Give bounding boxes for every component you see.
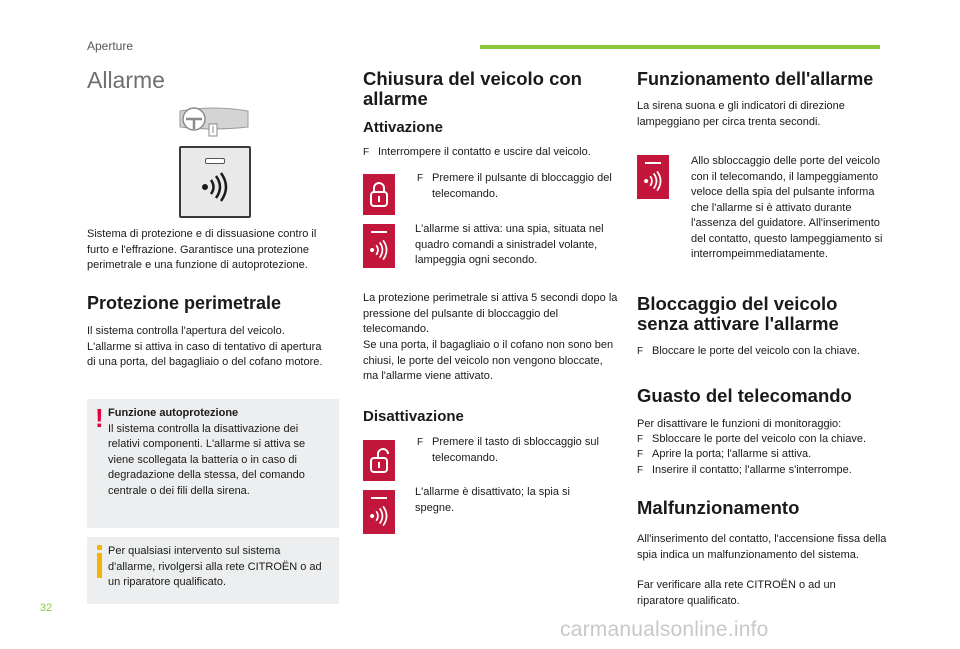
- bullet-marker: F: [417, 173, 424, 184]
- info-icon: [97, 545, 102, 578]
- lock-without-alarm-bullet-1-text: Bloccare le porte del veicolo con la chiave.: [652, 345, 860, 357]
- activation-bullet-1-text: Interrompere il contatto e uscire dal veicolo.: [378, 146, 591, 158]
- remote-fault-bullet-1: [637, 432, 892, 448]
- padlock-open-icon: [369, 446, 389, 474]
- section-label: Aperture: [87, 39, 134, 53]
- activation-heading: Attivazione: [363, 119, 444, 136]
- deactivation-text-1: L'allarme è disattivato; la spia si spegne.: [415, 486, 570, 514]
- remote-fault-bullet-2-text: Aprire la porta; l'allarme si attiva.: [652, 448, 812, 460]
- locking-with-alarm-heading: Chiusura del veicolo con allarme: [363, 68, 582, 109]
- perimeter-heading: Protezione perimetrale: [87, 293, 282, 313]
- bullet-marker: F: [417, 437, 424, 448]
- warning-title: Funzione autoprotezione: [108, 407, 239, 419]
- warning-text: Il sistema controlla la disattivazione dei relativi componenti. L'allarme si attiva se viene scollegata la batteria o in caso di degradazione della stessa, del comando centrale o dei fili della sirena.: [108, 422, 306, 497]
- bullet-marker: F: [637, 449, 644, 460]
- activation-bullet-1: [363, 145, 623, 161]
- alarm-intro-text: Sistema di protezione e di dissuasione contro il furto e l'effrazione. Garantisce una protezione perimetrale e una funzione di autoprotezione.: [87, 228, 317, 271]
- bullet-marker: F: [637, 434, 644, 445]
- perimeter-text: Il sistema controlla l'apertura del veicolo. L'allarme si attiva in caso di tentativo di apertura di una porta, del bagagliaio o del cofano motore.: [87, 325, 323, 368]
- tile-line: [371, 497, 387, 499]
- bullet-marker: F: [637, 346, 644, 357]
- info-text: Per qualsiasi intervento sul sistema d'allarme, rivolgersi alla rete CITROËN o ad un riparatore qualificato.: [108, 545, 322, 588]
- warning-exclamation-icon: !: [95, 403, 104, 433]
- activation-bullet-2: [417, 171, 622, 202]
- tile-line: [645, 162, 661, 164]
- operation-text-1: La sirena suona e gli indicatori di direzione lampeggiano per circa trenta secondi.: [637, 100, 845, 128]
- malfunction-text-2: Far verificare alla rete CITROËN o ad un riparatore qualificato.: [637, 579, 836, 607]
- alarm-indicator-tile: [363, 490, 395, 534]
- page-title: Allarme: [87, 67, 165, 93]
- deactivation-bullet-1: [417, 435, 622, 466]
- mirror-illustration: [178, 103, 250, 144]
- info-note: [87, 537, 339, 604]
- alarm-indicator-tile: [363, 224, 395, 268]
- malfunction-text-1: All'inserimento del contatto, l'accensione fissa della spia indica un malfunzionamento del sistema.: [637, 533, 887, 561]
- activation-bullet-2-text: Premere il pulsante di bloccaggio del telecomando.: [432, 172, 612, 200]
- alarm-module-illustration: [179, 146, 251, 218]
- bullet-marker: F: [363, 147, 370, 158]
- unlock-button-tile: [363, 440, 395, 481]
- padlock-closed-icon: [369, 180, 389, 208]
- warning-note: [87, 399, 339, 528]
- remote-fault-bullet-3-text: Inserire il contatto; l'allarme s'interrompe.: [652, 464, 852, 476]
- activation-text-3: Se una porta, il bagagliaio o il cofano non sono ben chiusi, le porte del veicolo non vengono bloccate, ma l'allarme viene attivato.: [363, 339, 614, 382]
- remote-fault-heading: Guasto del telecomando: [637, 385, 852, 406]
- deactivation-bullet-1-text: Premere il tasto di sbloccaggio sul telecomando.: [432, 436, 599, 464]
- bullet-marker: F: [637, 465, 644, 476]
- alarm-signal-icon: [368, 239, 390, 261]
- deactivation-heading: Disattivazione: [363, 408, 464, 425]
- page-number: 32: [40, 602, 53, 614]
- remote-fault-bullet-2: [637, 447, 892, 463]
- activation-text-2: La protezione perimetrale si attiva 5 secondi dopo la pressione del pulsante di bloccaggio del telecomando.: [363, 292, 618, 335]
- alarm-indicator-tile: [637, 155, 669, 199]
- module-slot: [205, 158, 225, 164]
- tile-line: [371, 231, 387, 233]
- alarm-signal-icon: [368, 505, 390, 527]
- rear-view-mirror-icon: [178, 103, 250, 139]
- remote-fault-bullet-1-text: Sbloccare le porte del veicolo con la chiave.: [652, 433, 867, 445]
- activation-text-1: L'allarme si attiva: una spia, situata nel quadro comandi a sinistradel volante, lampeggia ogni secondo.: [415, 223, 604, 266]
- lock-without-alarm-bullet-1: [637, 344, 887, 360]
- lock-button-tile: [363, 174, 395, 215]
- watermark: carmanualsonline.info: [560, 618, 769, 641]
- remote-fault-intro: Per disattivare le funzioni di monitoraggio:: [637, 418, 842, 430]
- alarm-signal-icon: [199, 172, 231, 202]
- operation-heading: Funzionamento dell'allarme: [637, 69, 874, 89]
- lock-without-alarm-heading: Bloccaggio del veicolo senza attivare l'allarme: [637, 293, 839, 334]
- malfunction-heading: Malfunzionamento: [637, 497, 800, 518]
- remote-fault-bullet-3: [637, 463, 892, 479]
- section-accent-bar: [480, 45, 880, 49]
- alarm-signal-icon: [642, 170, 664, 192]
- operation-text-2: Allo sbloccaggio delle porte del veicolo con il telecomando, il lampeggiamento veloce della spia del pulsante informa che l'allarme si è attivato durante l'assenza del guidatore. All'inserimento del contatto, questo lampeggiamento si interrompeimmediatamente.: [691, 155, 883, 260]
